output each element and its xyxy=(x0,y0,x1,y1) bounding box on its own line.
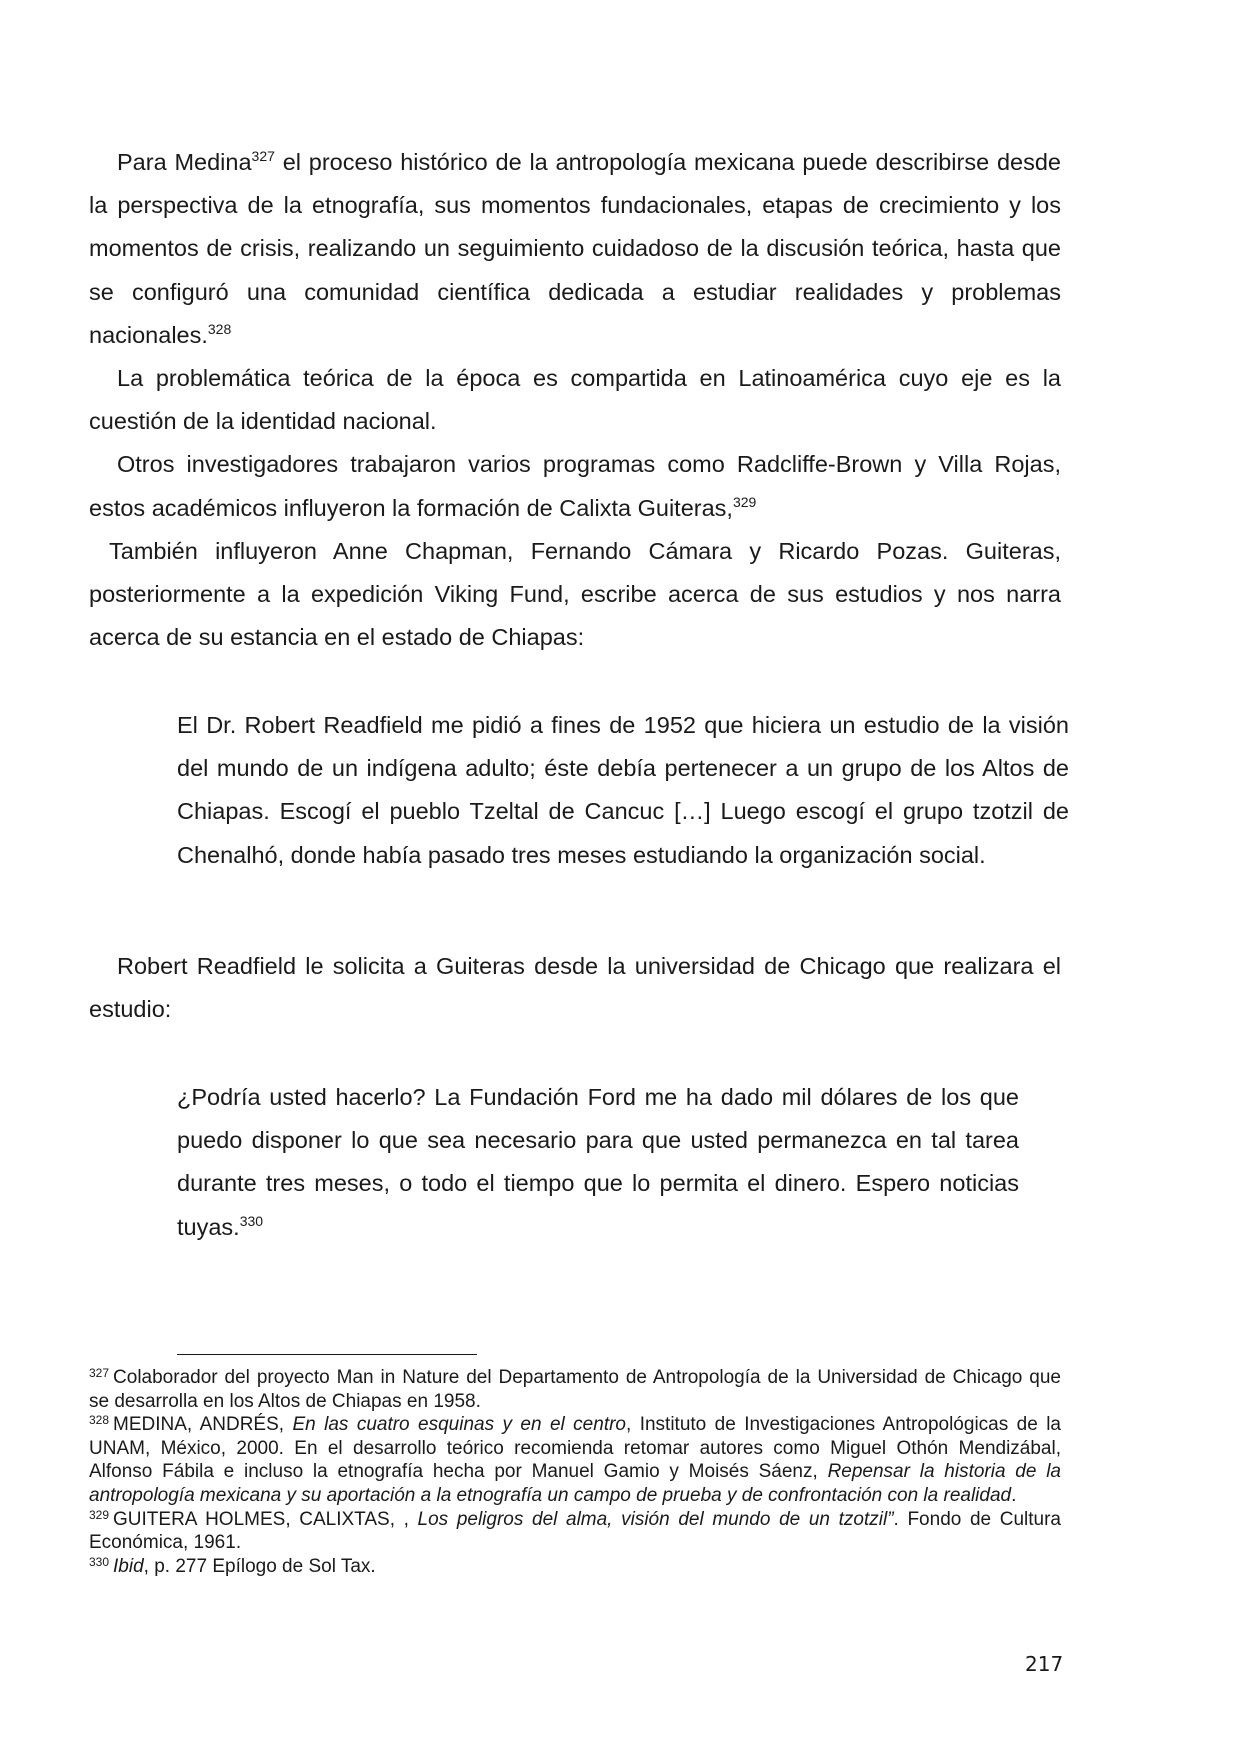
footnotes xyxy=(89,1366,1061,1578)
footnote-330 xyxy=(89,1555,1061,1579)
footnote-ref-328[interactable]: 328 xyxy=(207,320,232,337)
footnote-mark: 329 xyxy=(89,1507,110,1522)
footnote-ref-330[interactable]: 330 xyxy=(239,1212,264,1229)
body-text xyxy=(89,141,1061,659)
footnote-text: Colaborador del proyecto Man in Nature del Departamento de Antropología de la Universidad de Chicago que se desarrolla en los Altos de Chiapas en 1958. xyxy=(89,1367,1061,1412)
paragraph-5: Robert Readfield le solicita a Guiteras desde la universidad de Chicago que realizara el estudio: xyxy=(89,953,1061,1023)
footnote-mark: 328 xyxy=(89,1413,110,1428)
footnote-ibid: Ibid xyxy=(113,1555,144,1577)
footnote-text: . xyxy=(1011,1484,1017,1506)
block-quote-2-text xyxy=(177,1076,1019,1249)
footnote-text: , p. 277 Epílogo de Sol Tax. xyxy=(143,1555,376,1577)
footnote-327 xyxy=(89,1366,1061,1413)
block-quote-2 xyxy=(177,1076,1019,1249)
paragraph-3 xyxy=(89,443,1061,529)
footnote-328 xyxy=(89,1413,1061,1507)
paragraph-5-container xyxy=(89,945,1061,1031)
page-number: 217 xyxy=(1025,1652,1064,1676)
footnote-title: Repensar la historia de la antropología mexicana y su aportación a la etnografía un campo de prueba y de confrontación con la realidad xyxy=(89,1461,1061,1506)
footnote-329 xyxy=(89,1508,1061,1555)
footnote-title: En las cuatro esquinas y en el centro xyxy=(292,1414,626,1436)
footnote-mark: 330 xyxy=(89,1554,110,1569)
paragraph-1-start: Para Medina xyxy=(117,149,252,175)
footnote-ref-329[interactable]: 329 xyxy=(732,493,757,510)
block-quote-1-text: El Dr. Robert Readfield me pidió a fines de 1952 que hiciera un estudio de la visión del mundo de un indígena adulto; éste debía pertenecer a un grupo de los Altos de Chiapas. Escogí el pueblo Tzeltal de Cancuc […] Luego escogí el grupo tzotzil de Chenalhó, donde había pasado tres meses estudiando la organización social. xyxy=(177,712,1069,868)
footnote-ref-327[interactable]: 327 xyxy=(251,148,275,164)
paragraph-4: También influyeron Anne Chapman, Fernando Cámara y Ricardo Pozas. Guiteras, posteriormente a la expedición Viking Fund, escribe acerca de sus estudios y nos narra acerca de su estancia en el estado de Chiapas: xyxy=(89,537,1061,651)
paragraph-1 xyxy=(89,141,1061,357)
footnote-author: MEDINA, ANDRÉS, xyxy=(113,1414,293,1436)
footnote-separator xyxy=(177,1354,477,1355)
footnote-text: , Instituto de Investigaciones Antropológicas de la UNAM, México, 2000. En el desarrollo teórico recomienda retomar autores como Miguel Othón Mendizábal, Alfonso Fábila e incluso la etnografía hecha por Manuel Gamio y Moisés Sáenz, xyxy=(89,1414,1061,1483)
footnote-text: . Fondo de Cultura Económica, 1961. xyxy=(89,1508,1061,1554)
paragraph-1-text: el proceso histórico de la antropología mexicana puede describirse desde la perspectiva de la etnografía, sus momentos fundacionales, etapas de crecimiento y los momentos de crisis, realizando un seguimiento cuidadoso de la discusión teórica, hasta que se configuró una comunidad científica dedicada a estudiar realidades y problemas nacionales. xyxy=(89,149,1062,348)
paragraph-3-text: Otros investigadores trabajaron varios programas como Radcliffe-Brown y Villa Rojas, estos académicos influyeron la formación de Calixta Guiteras, xyxy=(89,451,1061,521)
footnote-author: GUITERA HOLMES, CALIXTAS, , xyxy=(113,1508,418,1530)
footnote-mark: 327 xyxy=(89,1366,110,1380)
block-quote-1 xyxy=(177,704,1069,877)
paragraph-2: La problemática teórica de la época es compartida en Latinoamérica cuyo eje es la cuestión de la identidad nacional. xyxy=(89,365,1061,435)
footnote-title: Los peligros del alma, visión del mundo de un tzotzil” xyxy=(417,1508,894,1530)
block-quote-2-body: ¿Podría usted hacerlo? La Fundación Ford me ha dado mil dólares de los que puedo disponer lo que sea necesario para que usted permanezca en tal tarea durante tres meses, o todo el tiempo que lo permita el dinero. Espero noticias tuyas. xyxy=(177,1084,1019,1240)
